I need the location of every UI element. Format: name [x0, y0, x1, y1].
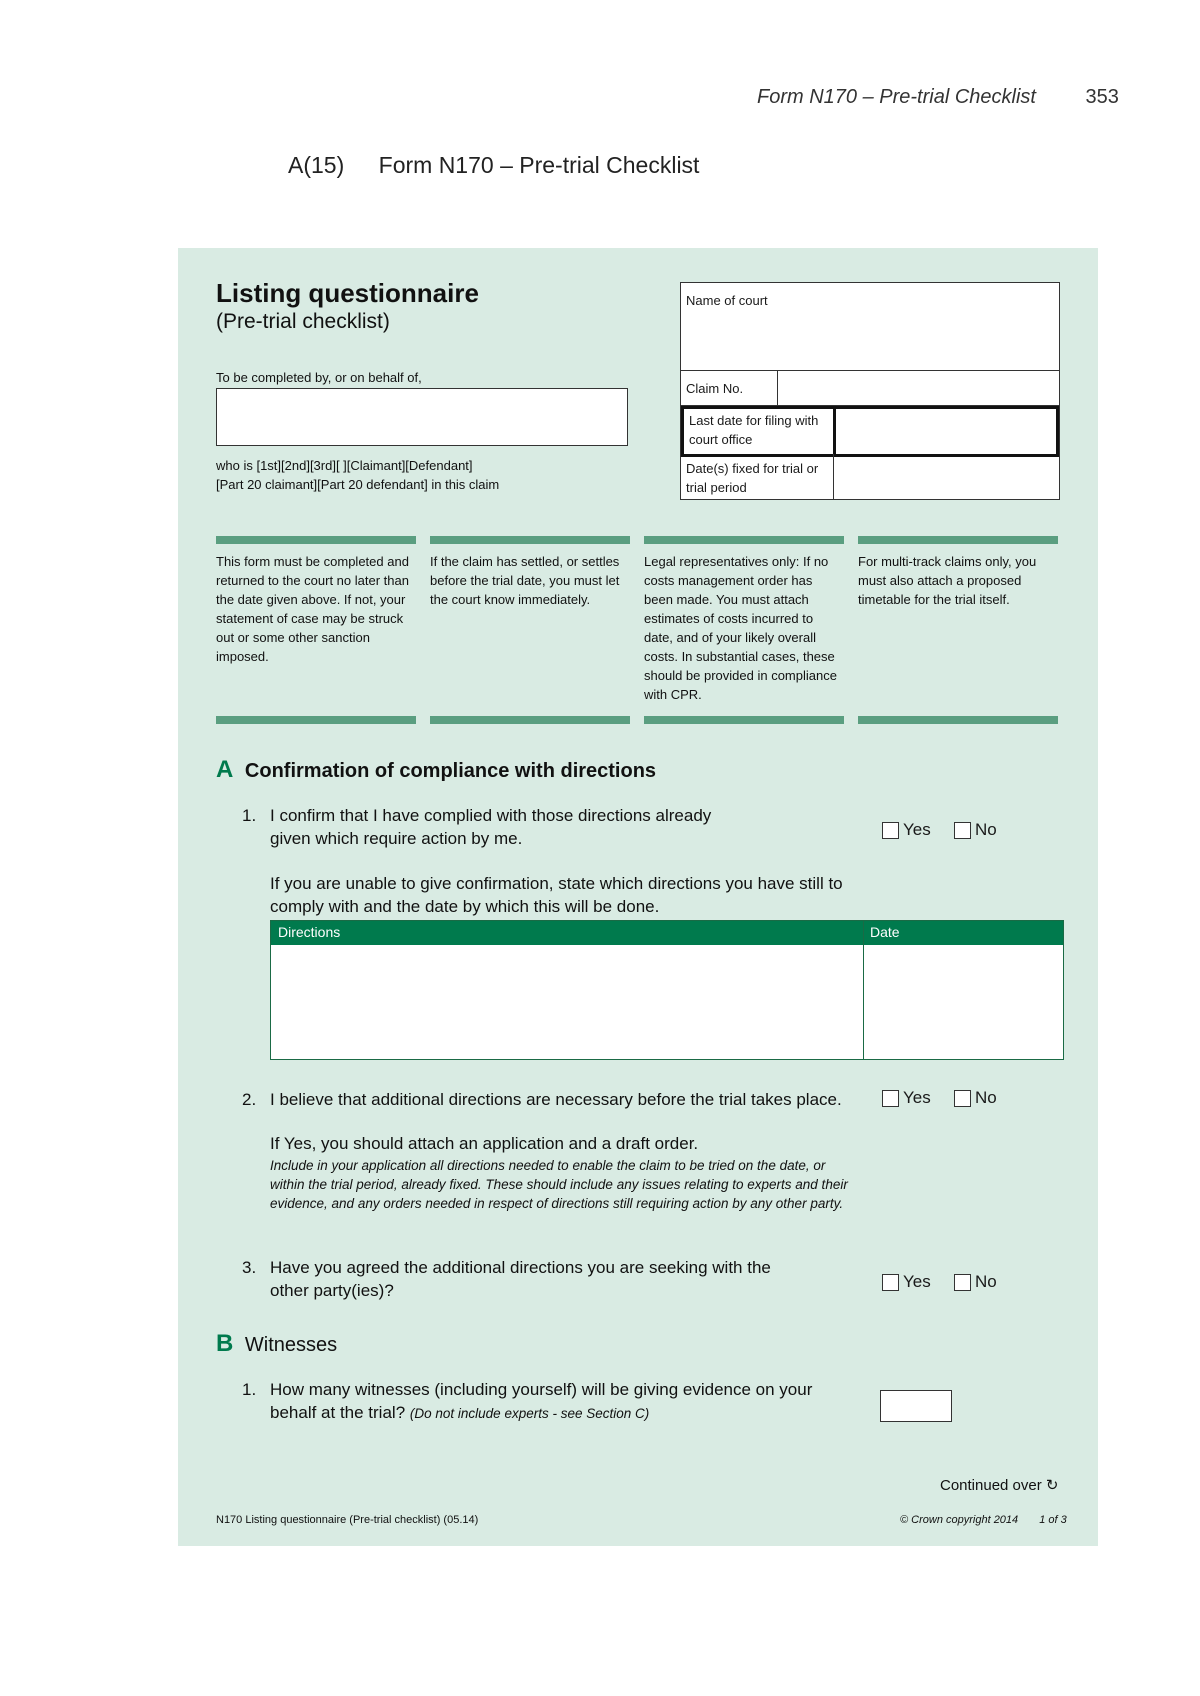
section-a-question-3 [242, 1256, 790, 1302]
form-subtitle: (Pre-trial checklist) [216, 310, 390, 333]
form-title: Listing questionnaire [216, 278, 479, 308]
section-a-question-2-note: Include in your application all directions needed to enable the claim to be tried on the date, or within the trial period, already fixed. These should include any issues relating to experts and their evidence, and any orders needed in respect of directions still requiring action by any other party. [270, 1158, 848, 1211]
checkbox-label: No [975, 1088, 997, 1107]
note-text: Legal representatives only: If no costs management order has been made. You must attach estimates of costs incurred to date, and of your likely overall costs. In substantial cases, these should be provided in compliance with CPR. [644, 554, 837, 702]
a2-yes-checkbox[interactable] [882, 1088, 931, 1108]
court-details-box [680, 282, 1060, 500]
date-field[interactable] [864, 945, 1063, 1059]
note-bar-bottom [644, 716, 844, 724]
a2-no-checkbox[interactable] [954, 1088, 997, 1108]
checkbox-label: Yes [903, 820, 931, 839]
last-date-field[interactable] [833, 409, 836, 454]
form-code-footer: N170 Listing questionnaire (Pre-trial checklist) (05.14) [216, 1514, 479, 1526]
dates-fixed-label: Date(s) fixed for trial or trial period [686, 461, 819, 495]
completed-by-label: To be completed by, or on behalf of, [216, 370, 422, 385]
directions-field[interactable] [271, 945, 863, 1059]
copyright: © Crown copyright 2014 [900, 1514, 1019, 1526]
name-of-court-field[interactable] [681, 283, 1059, 371]
question-number: 1. [242, 806, 257, 825]
listing-questionnaire-form [178, 248, 1098, 1546]
question-text: How many witnesses (including yourself) will be giving evidence on your behalf at the trial? [270, 1380, 813, 1422]
checkbox-label: No [975, 820, 997, 839]
directions-column-header: Directions [278, 924, 341, 940]
a1-yes-checkbox[interactable] [882, 820, 931, 840]
note-bar-top [430, 536, 630, 544]
note-completion [216, 536, 416, 724]
section-b-letter: B [216, 1330, 234, 1357]
directions-table [270, 920, 1064, 1060]
note-bar-bottom [858, 716, 1058, 724]
note-text: For multi-track claims only, you must also attach a proposed timetable for the trial itself. [858, 554, 1037, 607]
section-a-question-2 [242, 1088, 870, 1111]
a3-no-checkbox[interactable] [954, 1272, 997, 1292]
who-is-line-1: who is [1st][2nd][3rd][ ][Claimant][Defendant] [216, 458, 473, 473]
running-head [757, 86, 1119, 109]
note-text: If the claim has settled, or settles before the trial date, you must let the court know immediately. [430, 554, 620, 607]
checkbox-box[interactable] [954, 1090, 971, 1107]
checkbox-box[interactable] [882, 1090, 899, 1107]
a3-yes-checkbox[interactable] [882, 1272, 931, 1292]
checkbox-box[interactable] [954, 822, 971, 839]
section-b-title: Witnesses [244, 1334, 338, 1356]
section-title: Form N170 – Pre-trial Checklist [378, 152, 700, 178]
section-a-question-1-followup: If you are unable to give confirmation, state which directions you have still to comply with and the date by which this will be done. [270, 874, 843, 916]
note-settled [430, 536, 630, 724]
section-b-heading [216, 1330, 337, 1358]
note-bar-top [644, 536, 844, 544]
name-of-court-label: Name of court [686, 293, 768, 308]
section-a-title: Confirmation of compliance with directions [244, 760, 657, 782]
date-column-header: Date [870, 924, 900, 940]
page-number: 353 [1085, 86, 1119, 108]
note-bar-top [858, 536, 1058, 544]
copyright-footer [900, 1514, 1067, 1526]
running-head-title: Form N170 – Pre-trial Checklist [757, 86, 1036, 108]
question-number: 1. [242, 1380, 257, 1399]
who-is-line-2: [Part 20 claimant][Part 20 defendant] in this claim [216, 477, 500, 492]
section-a-question-1 [242, 804, 750, 850]
note-legal-representatives [644, 536, 844, 724]
checkbox-label: Yes [903, 1272, 931, 1291]
witness-count-field[interactable] [880, 1390, 952, 1422]
directions-table-header [271, 921, 1063, 945]
checkbox-label: No [975, 1272, 997, 1291]
question-text: Have you agreed the additional directions you are seeking with the other party(ies)? [270, 1258, 771, 1300]
form-page-number: 1 of 3 [1039, 1514, 1067, 1526]
question-number: 3. [242, 1258, 257, 1277]
section-heading [288, 152, 699, 179]
checkbox-box[interactable] [882, 1274, 899, 1291]
question-note: (Do not include experts - see Section C) [409, 1406, 650, 1421]
note-text: This form must be completed and returned to the court no later than the date given above. If not, your statement of case may be struck out or some other sanction imposed. [216, 554, 409, 664]
note-bar-bottom [216, 716, 416, 724]
checkbox-label: Yes [903, 1088, 931, 1107]
section-b-question-1 [242, 1378, 830, 1425]
section-a-heading [216, 756, 656, 784]
section-a-question-2-followup: If Yes, you should attach an application and a draft order. [270, 1134, 699, 1153]
claim-no-row [681, 371, 1059, 406]
claim-no-field[interactable] [777, 371, 778, 405]
section-number: A(15) [288, 152, 345, 178]
question-number: 2. [242, 1090, 257, 1109]
note-multi-track [858, 536, 1058, 724]
a1-no-checkbox[interactable] [954, 820, 997, 840]
question-text: I confirm that I have complied with those directions already given which require action by me. [270, 806, 712, 848]
dates-fixed-field[interactable] [833, 454, 834, 499]
last-date-label: Last date for filing with court office [689, 413, 819, 447]
last-date-row [681, 406, 1059, 457]
question-text: I believe that additional directions are necessary before the trial takes place. [270, 1090, 842, 1109]
section-a-letter: A [216, 756, 234, 783]
checkbox-box[interactable] [954, 1274, 971, 1291]
note-bar-top [216, 536, 416, 544]
continued-over: Continued over ↻ [940, 1477, 1059, 1494]
checkbox-box[interactable] [882, 822, 899, 839]
claim-no-label: Claim No. [686, 381, 744, 396]
dates-fixed-row [681, 454, 1059, 499]
note-bar-bottom [430, 716, 630, 724]
completed-by-field[interactable] [216, 388, 628, 446]
